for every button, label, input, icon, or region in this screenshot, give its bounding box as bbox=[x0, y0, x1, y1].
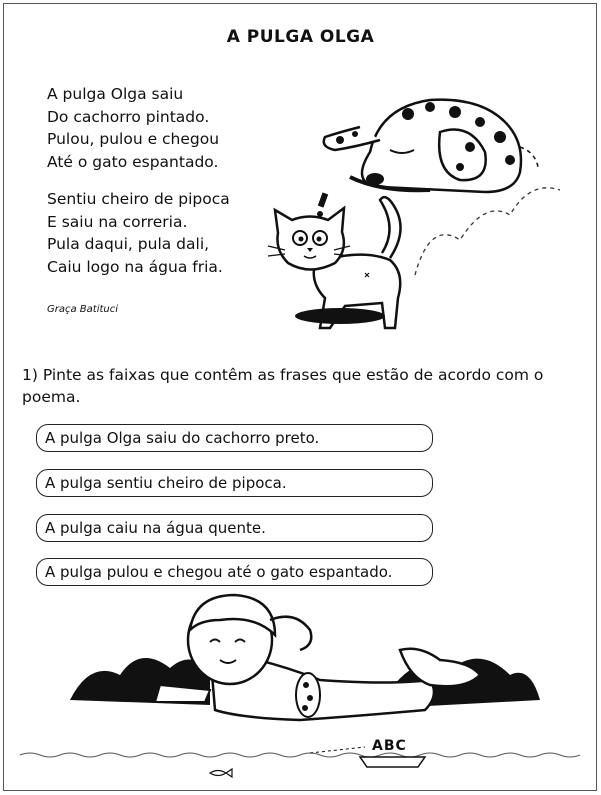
answer-band-2[interactable]: A pulga sentiu cheiro de pipoca. bbox=[36, 469, 433, 497]
poem-line: E saiu na correria. bbox=[47, 212, 188, 231]
flea-jump-path bbox=[400, 170, 570, 280]
poem-line: Pula daqui, pula dali, bbox=[47, 235, 210, 253]
answer-band-1[interactable]: A pulga Olga saiu do cachorro preto. bbox=[36, 424, 433, 452]
poem-line: A pulga Olga saiu bbox=[47, 85, 184, 103]
surprised-cat-illustration bbox=[270, 188, 420, 338]
answer-band-4[interactable]: A pulga pulou e chegou até o gato espantado. bbox=[36, 558, 433, 586]
poem-stanza-2 bbox=[47, 188, 230, 278]
poem bbox=[47, 83, 230, 293]
poem-line: Até o gato espantado. bbox=[47, 152, 219, 171]
answer-band-3[interactable]: A pulga caiu na água quente. bbox=[36, 514, 433, 542]
poem-stanza-1 bbox=[47, 83, 230, 173]
poem-line: Caiu logo na água fria. bbox=[47, 257, 223, 276]
water-scene bbox=[20, 735, 580, 785]
poem-author: Graça Batituci bbox=[47, 304, 119, 315]
poem-line: Pulou, pulou e chegou bbox=[47, 130, 220, 148]
boat-letters: ABC bbox=[372, 738, 407, 754]
worksheet-title: A PULGA OLGA bbox=[226, 27, 375, 47]
girl-reading-illustration bbox=[70, 590, 540, 740]
question-text: 1) Pinte as faixas que contêm as frases que estão de acordo com o poema. bbox=[22, 366, 544, 406]
poem-line: Do cachorro pintado. bbox=[47, 107, 210, 126]
poem-line: Sentiu cheiro de pipoca bbox=[47, 190, 230, 208]
